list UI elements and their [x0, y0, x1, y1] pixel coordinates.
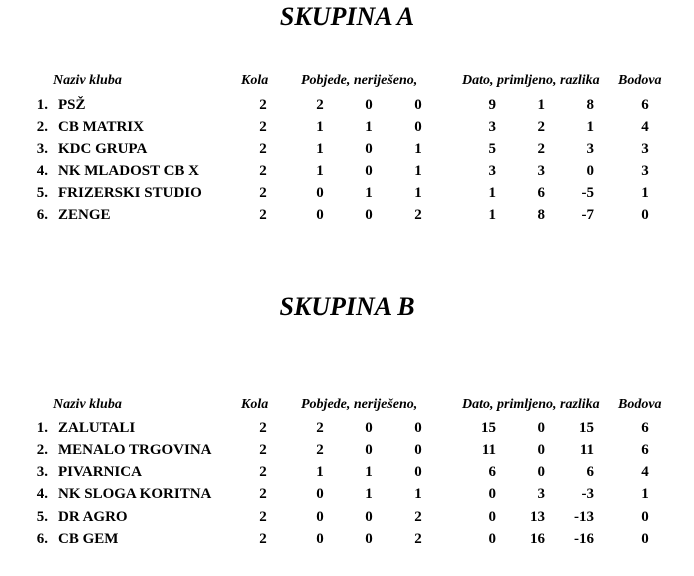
losses: 2 [414, 509, 422, 525]
goals-against: 13 [530, 509, 545, 525]
wins: 1 [316, 163, 324, 179]
position: 4. [36, 163, 48, 179]
goal-difference: 3 [586, 141, 594, 157]
goals-for: 6 [488, 464, 496, 480]
club-name: MENALO TRGOVINA [58, 442, 212, 458]
position: 3. [36, 141, 48, 157]
draws: 0 [365, 531, 373, 547]
wins: 0 [316, 509, 324, 525]
header-points: Bodova [618, 73, 662, 88]
header-points: Bodova [618, 397, 662, 412]
points: 0 [641, 207, 649, 223]
wins: 1 [316, 464, 324, 480]
wins: 2 [316, 442, 324, 458]
played: 2 [259, 531, 267, 547]
club-name: PSŽ [58, 97, 86, 113]
goal-difference: -13 [574, 509, 594, 525]
goals-for: 15 [481, 420, 496, 436]
position: 6. [36, 531, 48, 547]
goals-against: 6 [537, 185, 545, 201]
goal-difference: 15 [579, 420, 594, 436]
goals-against: 8 [537, 207, 545, 223]
wins: 0 [316, 531, 324, 547]
table-row [0, 528, 694, 550]
draws: 0 [365, 442, 373, 458]
goals-for: 3 [488, 119, 496, 135]
header-played: Kola [241, 397, 269, 412]
position: 1. [36, 97, 48, 113]
club-name: CB MATRIX [58, 119, 144, 135]
club-name: NK SLOGA KORITNA [58, 486, 212, 502]
goals-against: 2 [537, 141, 545, 157]
club-name: ZALUTALI [58, 420, 136, 436]
goals-for: 5 [488, 141, 496, 157]
goals-against: 1 [537, 97, 545, 113]
club-name: DR AGRO [58, 509, 128, 525]
points: 0 [641, 531, 649, 547]
played: 2 [259, 420, 267, 436]
goal-difference: -16 [574, 531, 594, 547]
goal-difference: 8 [586, 97, 594, 113]
losses: 0 [414, 420, 422, 436]
points: 1 [641, 486, 649, 502]
goal-difference: -7 [581, 207, 594, 223]
goals-against: 0 [537, 464, 545, 480]
goals-for: 0 [488, 486, 496, 502]
wins: 0 [316, 207, 324, 223]
goal-difference: -5 [581, 185, 594, 201]
losses: 0 [414, 442, 422, 458]
goals-for: 0 [488, 509, 496, 525]
club-name: PIVARNICA [58, 464, 142, 480]
played: 2 [259, 163, 267, 179]
goals-for: 0 [488, 531, 496, 547]
table-row [0, 461, 694, 483]
position: 6. [36, 207, 48, 223]
draws: 1 [365, 464, 373, 480]
table-row [0, 506, 694, 528]
played: 2 [259, 486, 267, 502]
goals-for: 9 [488, 97, 496, 113]
table-row [0, 439, 694, 461]
goals-against: 0 [537, 442, 545, 458]
draws: 0 [365, 207, 373, 223]
position: 2. [36, 442, 48, 458]
goals-for: 1 [488, 185, 496, 201]
goal-difference: -3 [581, 486, 594, 502]
losses: 0 [414, 464, 422, 480]
points: 0 [641, 509, 649, 525]
club-name: CB GEM [58, 531, 119, 547]
points: 1 [641, 185, 649, 201]
played: 2 [259, 442, 267, 458]
losses: 2 [414, 531, 422, 547]
points: 6 [641, 442, 649, 458]
position: 1. [36, 420, 48, 436]
points: 6 [641, 420, 649, 436]
position: 5. [36, 185, 48, 201]
played: 2 [259, 464, 267, 480]
wins: 2 [316, 420, 324, 436]
position: 2. [36, 119, 48, 135]
wins: 0 [316, 185, 324, 201]
played: 2 [259, 207, 267, 223]
group-title: SKUPINA B [279, 292, 415, 321]
wins: 2 [316, 97, 324, 113]
draws: 0 [365, 509, 373, 525]
points: 4 [641, 119, 649, 135]
header-goals: Dato, primljeno, razlika [462, 397, 600, 412]
table-row [0, 483, 694, 505]
points: 6 [641, 97, 649, 113]
played: 2 [259, 119, 267, 135]
goals-for: 1 [488, 207, 496, 223]
losses: 2 [414, 207, 422, 223]
played: 2 [259, 97, 267, 113]
losses: 0 [414, 97, 422, 113]
played: 2 [259, 185, 267, 201]
goal-difference: 0 [586, 163, 594, 179]
points: 3 [641, 163, 649, 179]
played: 2 [259, 141, 267, 157]
draws: 1 [365, 185, 373, 201]
goals-against: 3 [537, 163, 545, 179]
draws: 0 [365, 420, 373, 436]
club-name: ZENGE [58, 207, 111, 223]
draws: 0 [365, 97, 373, 113]
header-wdl: Pobjede, neriješeno, [301, 73, 418, 88]
header-club: Naziv kluba [53, 397, 122, 412]
table-row [0, 417, 694, 439]
losses: 1 [414, 163, 422, 179]
draws: 1 [365, 119, 373, 135]
club-name: FRIZERSKI STUDIO [58, 185, 202, 201]
goal-difference: 11 [579, 442, 594, 458]
points: 3 [641, 141, 649, 157]
goals-against: 0 [537, 420, 545, 436]
played: 2 [259, 509, 267, 525]
position: 5. [36, 509, 48, 525]
club-name: KDC GRUPA [58, 141, 148, 157]
goal-difference: 1 [586, 119, 594, 135]
draws: 1 [365, 486, 373, 502]
position: 4. [36, 486, 48, 502]
goal-difference: 6 [586, 464, 594, 480]
losses: 1 [414, 141, 422, 157]
wins: 1 [316, 119, 324, 135]
losses: 0 [414, 119, 422, 135]
header-wdl: Pobjede, neriješeno, [301, 397, 418, 412]
points: 4 [641, 464, 649, 480]
draws: 0 [365, 163, 373, 179]
wins: 0 [316, 486, 324, 502]
goals-against: 16 [530, 531, 545, 547]
losses: 1 [414, 486, 422, 502]
header-club: Naziv kluba [53, 73, 122, 88]
goals-against: 3 [537, 486, 545, 502]
draws: 0 [365, 141, 373, 157]
header-played: Kola [241, 73, 269, 88]
losses: 1 [414, 185, 422, 201]
goals-for: 3 [488, 163, 496, 179]
wins: 1 [316, 141, 324, 157]
header-goals: Dato, primljeno, razlika [462, 73, 600, 88]
club-name: NK MLADOST CB X [58, 163, 199, 179]
goals-for: 11 [481, 442, 496, 458]
group-title: SKUPINA A [279, 2, 415, 31]
goals-against: 2 [537, 119, 545, 135]
position: 3. [36, 464, 48, 480]
